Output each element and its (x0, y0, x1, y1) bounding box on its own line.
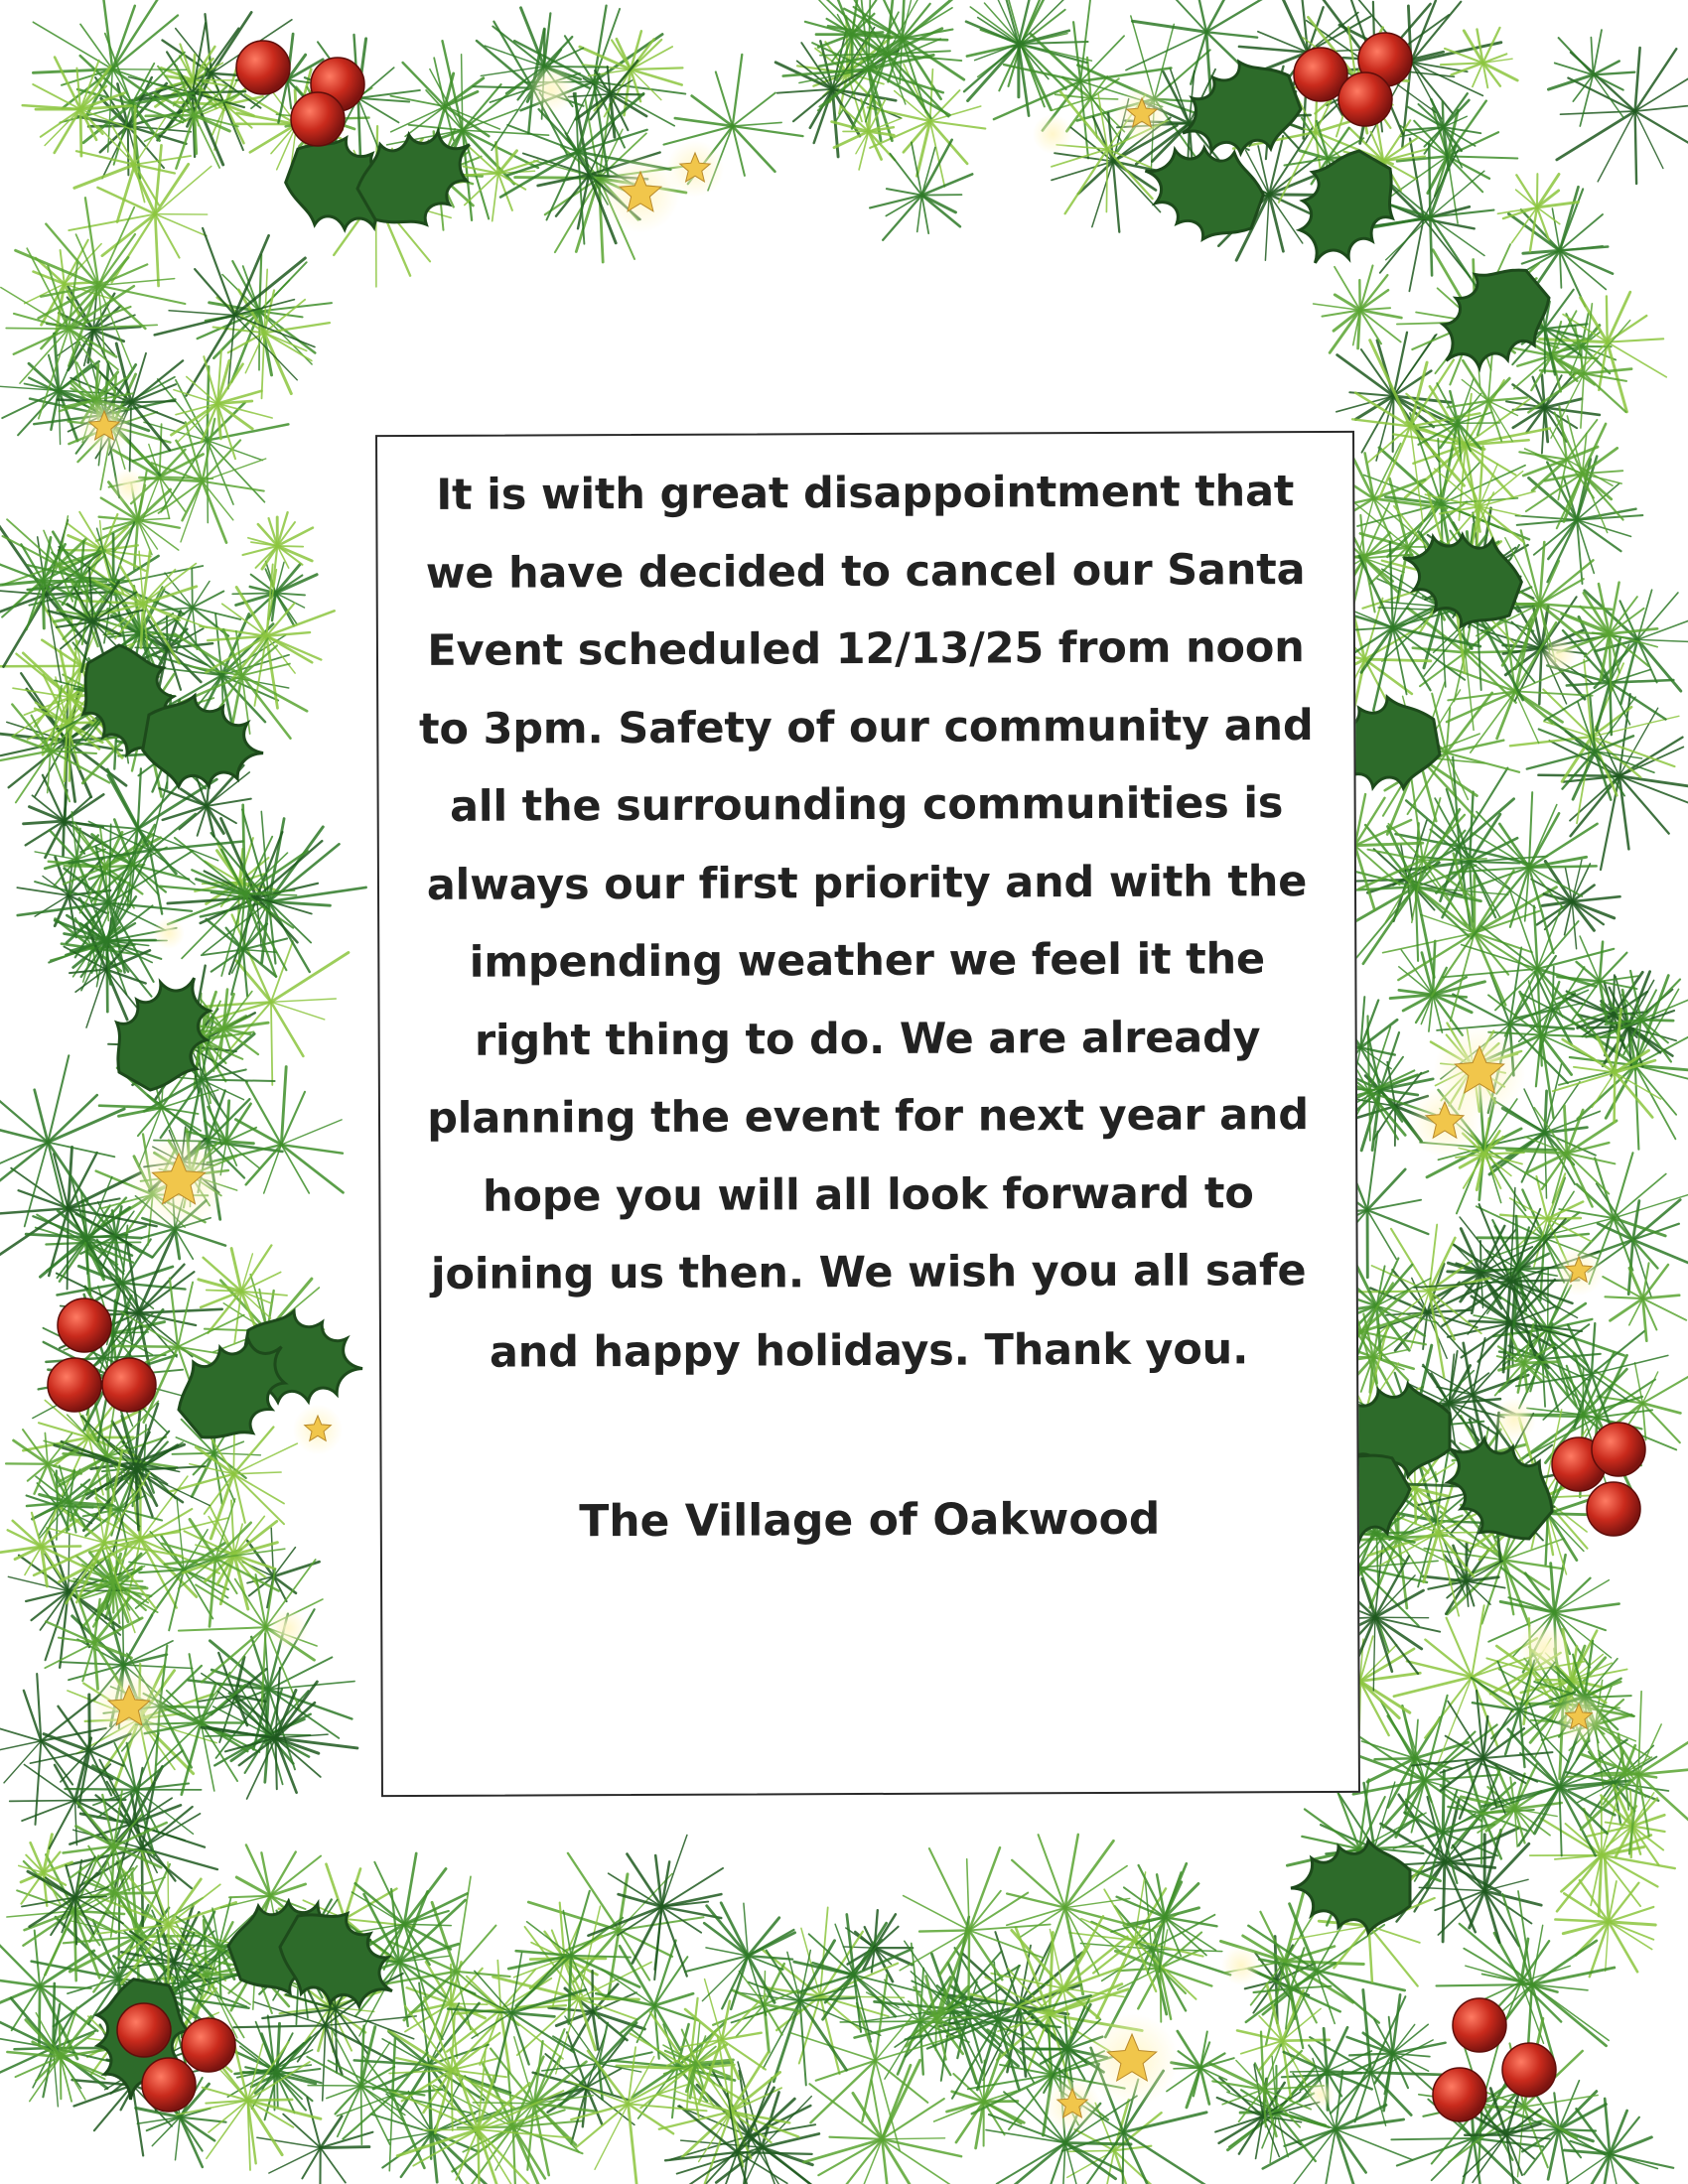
glow-light (268, 1608, 308, 1648)
pine-branch (1080, 1863, 1230, 2037)
holly-berry (1453, 1998, 1506, 2052)
glow-light (111, 469, 147, 504)
notice-line: all the surrounding communities is (449, 778, 1284, 832)
glow-light (1541, 637, 1577, 673)
notice-line: impending weather we feel it the (469, 934, 1266, 988)
holly-berry (236, 41, 290, 94)
holly-berry (48, 1358, 101, 1412)
notice-line: right thing to do. We are already (474, 1012, 1261, 1066)
glow-light (1307, 2081, 1335, 2109)
notice-line: planning the event for next year and (427, 1090, 1309, 1144)
glow-light (1221, 1946, 1261, 1985)
holly-berry (58, 1298, 111, 1352)
holly-berry (1433, 2068, 1486, 2121)
notice-line: joining us then. We wish you all safe (430, 1246, 1307, 1299)
pine-branch (1531, 860, 1619, 949)
holly-berry (102, 1358, 156, 1412)
pine-branch (1347, 1994, 1446, 2111)
notice-line: to 3pm. Safety of our community and (418, 700, 1314, 754)
pine-branch (472, 2029, 594, 2175)
pine-branch (967, 0, 1092, 110)
notice-line: Event scheduled 12/13/25 from noon (427, 622, 1305, 676)
holly-berry (142, 2058, 196, 2112)
signature: The Village of Oakwood (579, 1493, 1161, 1548)
glow-light (153, 917, 185, 949)
glow-light (527, 66, 575, 113)
glow-light (1518, 1622, 1570, 1674)
pine-branch (1585, 590, 1688, 704)
pine-branch (589, 1836, 724, 1980)
holly-berry (1592, 1423, 1645, 1476)
notice-line: we have decided to cancel our Santa (425, 544, 1306, 599)
pine-branch (531, 2032, 634, 2143)
holly-berry (117, 2003, 171, 2057)
pine-branch (1441, 28, 1517, 87)
notice-message (377, 453, 1356, 1392)
pine-branch (19, 1835, 72, 1907)
pine-branch (1398, 789, 1547, 922)
notice-line: It is with great disappointment that (436, 467, 1295, 520)
holly-berry (1502, 2043, 1556, 2097)
pine-branch (1314, 266, 1402, 353)
notice-line: always our first priority and with the (426, 856, 1308, 910)
pine-branch (213, 269, 330, 398)
notice-line: and happy holidays. Thank you. (489, 1323, 1249, 1378)
holly-berry (182, 2018, 235, 2072)
notice-box (375, 431, 1360, 1797)
pine-branch (1497, 174, 1578, 251)
notice-line: hope you will all look forward to (482, 1167, 1254, 1222)
glow-light (1033, 114, 1072, 154)
holly-berry (1338, 72, 1392, 126)
pine-branch (172, 350, 273, 460)
holly-leaf (1291, 1841, 1410, 1933)
holly-berry (1587, 1482, 1640, 1536)
holly-berry (291, 92, 345, 146)
pine-branch (1530, 1787, 1675, 1916)
pine-branch (803, 2060, 961, 2184)
glow-light (1492, 1398, 1536, 1441)
